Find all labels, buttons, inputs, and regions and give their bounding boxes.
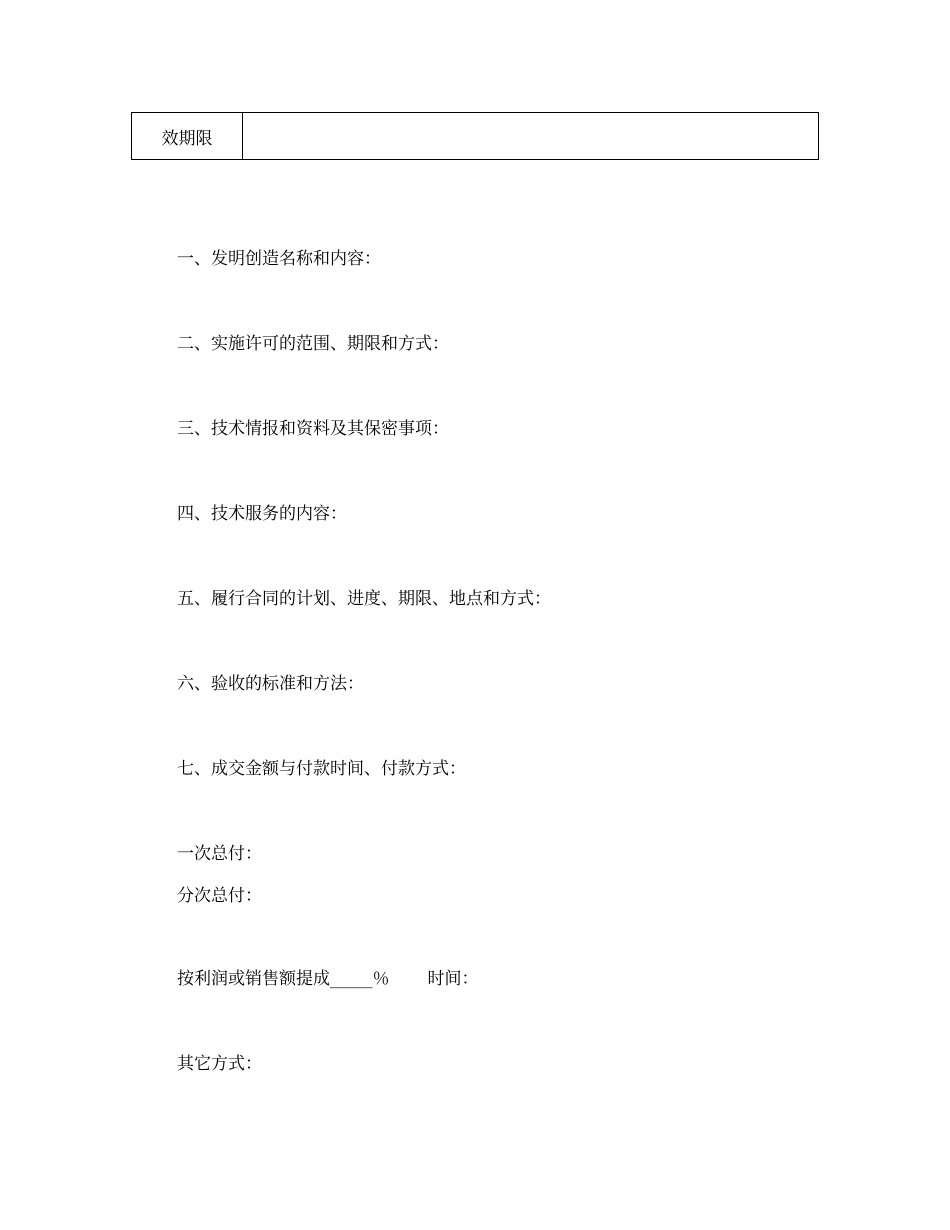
section-invention-name: 一、发明创造名称和内容：: [177, 249, 381, 269]
section-license-scope: 二、实施许可的范围、期限和方式：: [177, 334, 449, 354]
table-row: [132, 113, 819, 160]
validity-period-label: 效期限: [132, 113, 243, 160]
payment-profit-share: 按利润或销售额提成_____％: [177, 969, 390, 989]
payment-profit-share-row: [177, 968, 479, 990]
payment-lump-sum: 一次总付：: [177, 844, 262, 864]
payment-time-label: 时间：: [427, 969, 479, 989]
payment-installments: 分次总付：: [177, 886, 262, 906]
validity-period-value: [243, 113, 819, 160]
payment-other: 其它方式：: [177, 1054, 262, 1074]
validity-period-table: [131, 112, 819, 160]
section-payment-terms: 七、成交金额与付款时间、付款方式：: [177, 759, 466, 779]
section-technical-info: 三、技术情报和资料及其保密事项：: [177, 419, 449, 439]
section-acceptance-standard: 六、验收的标准和方法：: [177, 674, 364, 694]
section-technical-service: 四、技术服务的内容：: [177, 504, 347, 524]
section-performance-plan: 五、履行合同的计划、进度、期限、地点和方式：: [177, 589, 551, 609]
